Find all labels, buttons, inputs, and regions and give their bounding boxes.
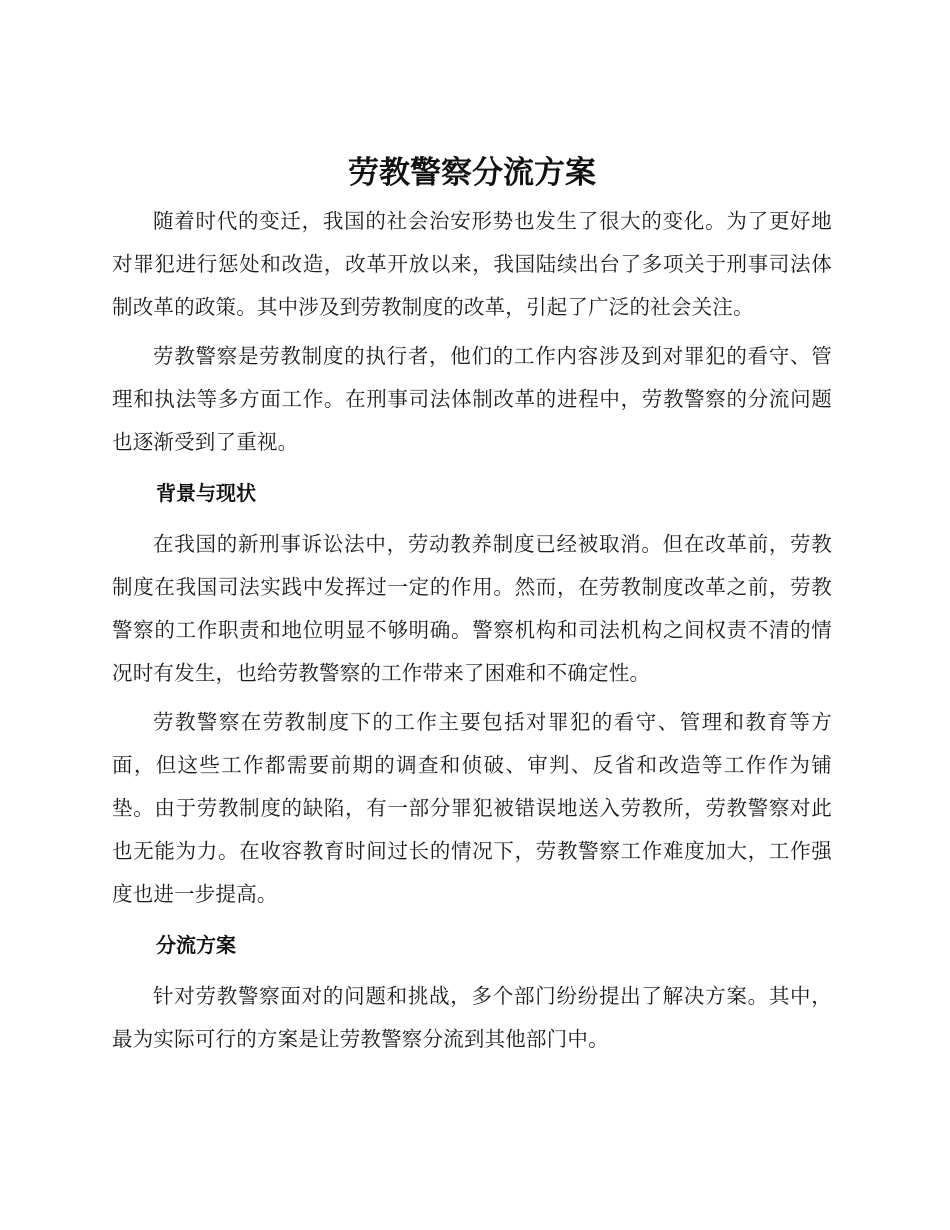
- intro-paragraph-2: 劳教警察是劳教制度的执行者，他们的工作内容涉及到对罪犯的看守、管理和执法等多方面工作。在刑事司法体制改革的进程中，劳教警察的分流问题也逐渐受到了重视。: [112, 344, 832, 454]
- background-paragraph-2: 劳教警察在劳教制度下的工作主要包括对罪犯的看守、管理和教育等方面，但这些工作都需要前期的调查和侦破、审判、反省和改造等工作作为铺垫。由于劳教制度的缺陷，有一部分罪犯被错误地送入劳教所，劳教警察对此也无能为力。在收容教育时间过长的情况下，劳教警察工作难度加大，工作强度也进一步提高。: [112, 710, 832, 906]
- intro-paragraph-1: 随着时代的变迁，我国的社会治安形势也发生了很大的变化。为了更好地对罪犯进行惩处和改造，改革开放以来，我国陆续出台了多项关于刑事司法体制改革的政策。其中涉及到劳教制度的改革，引起了广泛的社会关注。: [112, 209, 832, 319]
- document-title: 劳教警察分流方案: [348, 155, 596, 191]
- section-heading-plan: 分流方案: [156, 933, 236, 957]
- section-heading-background: 背景与现状: [156, 481, 256, 505]
- background-paragraph-1: 在我国的新刑事诉讼法中，劳动教养制度已经被取消。但在改革前，劳教制度在我国司法实践中发挥过一定的作用。然而，在劳教制度改革之前，劳教警察的工作职责和地位明显不够明确。警察机构和司法机构之间权责不清的情况时有发生，也给劳教警察的工作带来了困难和不确定性。: [112, 532, 832, 685]
- plan-paragraph-1: 针对劳教警察面对的问题和挑战，多个部门纷纷提出了解决方案。其中，最为实际可行的方案是让劳教警察分流到其他部门中。: [112, 984, 832, 1051]
- document-page: [112, 150, 832, 1064]
